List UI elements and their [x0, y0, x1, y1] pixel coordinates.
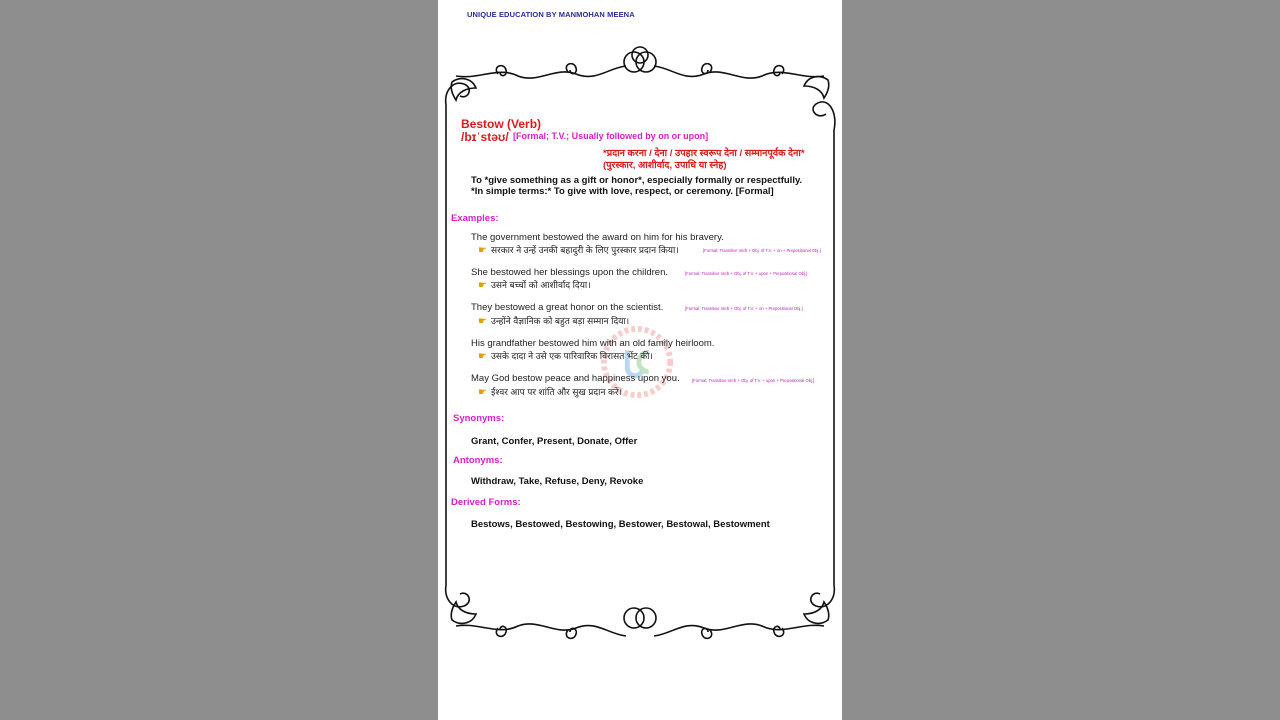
example-grammar-note: [Formal; Transitive Verb + Obj. of T.V. + on + Prepositional Obj.] [685, 306, 803, 311]
phonetic-text: /bɪˈstəʊ/ [461, 130, 509, 144]
english-definition [471, 176, 802, 197]
example-grammar-note: [Formal; Transitive Verb + Obj. of T.V. + on + Prepositional Obj.] [703, 248, 821, 253]
document-page [438, 0, 842, 720]
definition-line-2: *In simple terms:* To give with love, respect, or ceremony. [Formal] [471, 185, 774, 197]
derived-forms-heading: Derived Forms: [451, 497, 521, 508]
example-english: The government bestowed the award on him for his bravery. [471, 232, 724, 243]
pointing-hand-icon: ☛ [478, 351, 487, 362]
examples-heading: Examples: [451, 213, 499, 224]
example-hindi-text: उसके दादा ने उसे एक पारिवारिक विरासत भेंट की। [491, 351, 653, 361]
example-english: She bestowed her blessings upon the children. [471, 267, 668, 278]
right-background-panel [842, 0, 1280, 720]
example-hindi-text: ईश्वर आप पर शांति और सुख प्रदान करें। [491, 387, 623, 397]
synonyms-heading: Synonyms: [453, 413, 505, 424]
example-english: His grandfather bestowed him with an old family heirloom. [471, 338, 715, 349]
antonyms-list: Withdraw, Take, Refuse, Deny, Revoke [471, 476, 644, 487]
pointing-hand-icon: ☛ [478, 316, 487, 327]
example-hindi [478, 314, 629, 327]
pointing-hand-icon: ☛ [478, 280, 487, 291]
example-hindi-text: सरकार ने उन्हें उनकी बहादुरी के लिए पुरस्कार प्रदान किया। [491, 245, 679, 255]
synonyms-list: Grant, Confer, Present, Donate, Offer [471, 436, 638, 447]
pointing-hand-icon: ☛ [478, 245, 487, 256]
example-hindi [478, 243, 679, 256]
example-hindi [478, 349, 653, 362]
hindi-meaning: *प्रदान करना / देना / उपहार स्वरूप देना / सम्मानपूर्वक देना* (पुरस्कार, आशीर्वाद, उपाधि या स्नेह) [603, 148, 805, 171]
example-hindi-text: उन्होंने वैज्ञानिक को बहुत बड़ा सम्मान दिया। [491, 316, 630, 326]
grammar-note: [Formal; T.V.; Usually followed by on or upon] [513, 131, 709, 141]
word-title: Bestow (Verb) [461, 117, 542, 131]
antonyms-heading: Antonyms: [453, 455, 503, 466]
definition-line-1: To *give something as a gift or honor*, especially formally or respectfully. [471, 175, 803, 186]
example-grammar-note: [Formal; Transitive Verb + Obj. of T.V. + upon + Prepositional Obj.] [685, 271, 808, 276]
example-english: They bestowed a great honor on the scientist. [471, 302, 664, 313]
derived-forms-list: Bestows, Bestowed, Bestowing, Bestower, Bestowal, Bestowment [471, 519, 770, 530]
pointing-hand-icon: ☛ [478, 387, 487, 398]
example-hindi [478, 278, 591, 291]
example-grammar-note: [Formal; Transitive Verb + Obj. of T.V. + upon + Prepositional Obj.] [692, 378, 815, 383]
example-english: May God bestow peace and happiness upon you. [471, 373, 680, 384]
brand-header: UNIQUE EDUCATION BY MANMOHAN MEENA [467, 10, 635, 19]
example-hindi [478, 385, 622, 398]
example-hindi-text: उसने बच्चों को आशीर्वाद दिया। [491, 280, 591, 290]
left-background-panel [0, 0, 438, 720]
